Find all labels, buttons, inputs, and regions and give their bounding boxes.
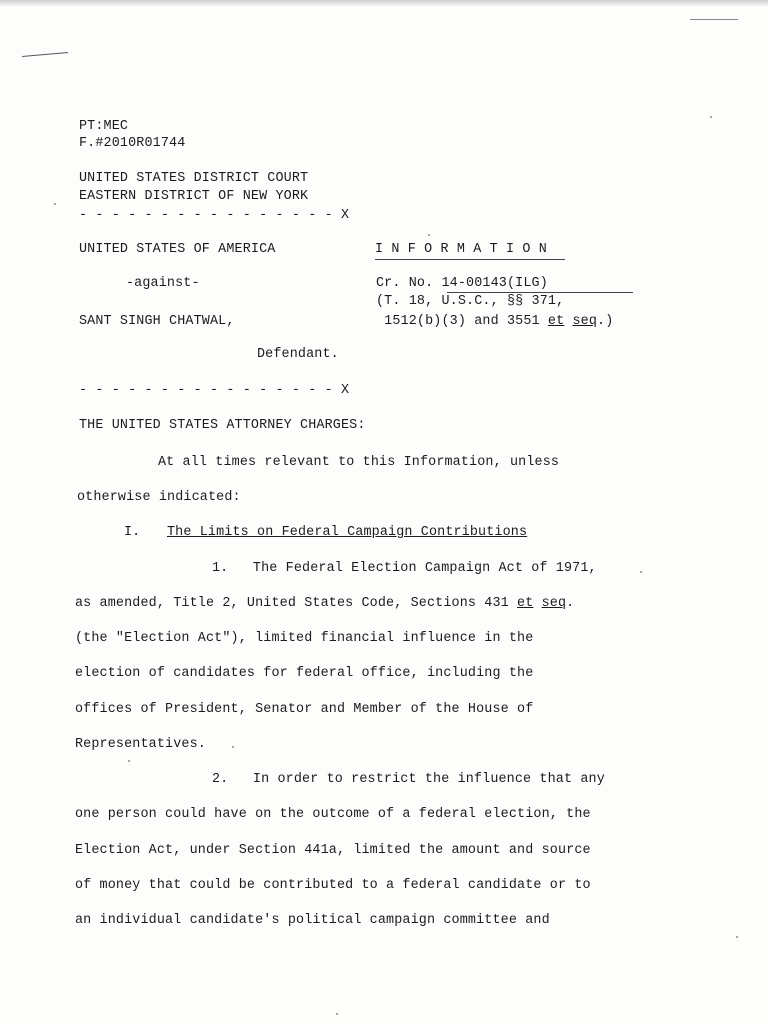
file-number: F.#2010R01744 [79, 136, 186, 151]
paragraph-1-line-2-end: . [566, 596, 575, 611]
statute-citation-line1: (T. 18, U.S.C., §§ 371, [376, 294, 565, 309]
paragraph-1-line-1: 1. The Federal Election Campaign Act of 1971, [212, 561, 597, 576]
scan-speck [128, 760, 130, 762]
defendant-label: Defendant. [257, 347, 339, 362]
statute-close: .) [597, 314, 614, 329]
versus-label: -against- [126, 276, 200, 291]
scan-speck [710, 116, 712, 118]
scan-speck [428, 234, 430, 236]
case-number-underline [447, 292, 633, 293]
plaintiff-name: UNITED STATES OF AMERICA [79, 242, 276, 257]
case-number-prefix: Cr. No. [376, 276, 442, 291]
scan-speck [232, 746, 234, 748]
corner-mark [690, 19, 738, 20]
intro-line-2: otherwise indicated: [77, 490, 241, 505]
section-heading: The Limits on Federal Campaign Contributions [167, 525, 528, 540]
scan-speck [736, 936, 738, 938]
statute-citation-text: 1512(b)(3) and 3551 [376, 314, 548, 329]
paragraph-1-line-5: offices of President, Senator and Member of the House of [75, 702, 534, 717]
statute-et: et [547, 314, 565, 329]
scan-top-edge [0, 0, 768, 6]
attorney-initials: PT:MEC [79, 119, 129, 134]
paragraph-1-line-2-text: as amended, Title 2, United States Code, Sections 431 [75, 596, 518, 611]
paragraph-1-line-6: Representatives. [75, 737, 206, 752]
margin-mark [22, 52, 68, 57]
paragraph-1-et: et [517, 596, 534, 611]
paragraph-1-line-2 [75, 596, 574, 612]
paragraph-2-line-1: 2. In order to restrict the influence that any [212, 772, 605, 787]
statute-seq: seq [572, 314, 598, 329]
scan-speck [54, 203, 56, 205]
scan-speck [336, 1013, 338, 1015]
paragraph-1-line-3: (the "Election Act"), limited financial influence in the [75, 631, 534, 646]
caption-divider-top: - - - - - - - - - - - - - - - - X [79, 208, 350, 223]
document-type: I N F O R M A T I O N [375, 242, 547, 257]
scan-speck [640, 571, 642, 573]
court-district: EASTERN DISTRICT OF NEW YORK [79, 189, 309, 204]
intro-line-1: At all times relevant to this Information, unless [158, 455, 560, 470]
defendant-name: SANT SINGH CHATWAL, [79, 314, 235, 329]
paragraph-1-seq: seq [541, 596, 567, 611]
case-number-line [376, 276, 548, 292]
document-type-underline [375, 259, 565, 260]
court-name: UNITED STATES DISTRICT COURT [79, 171, 309, 186]
paragraph-2-line-3: Election Act, under Section 441a, limited the amount and source [75, 843, 591, 858]
charges-heading: THE UNITED STATES ATTORNEY CHARGES: [79, 418, 366, 433]
paragraph-2-line-4: of money that could be contributed to a federal candidate or to [75, 878, 591, 893]
statute-citation-line2 [376, 314, 613, 330]
caption-divider-bottom: - - - - - - - - - - - - - - - - X [79, 383, 350, 398]
paragraph-2-line-2: one person could have on the outcome of a federal election, the [75, 807, 591, 822]
case-number: 14-00143(ILG) [441, 276, 548, 291]
paragraph-2-line-5: an individual candidate's political campaign committee and [75, 913, 550, 928]
section-number: I. [124, 525, 141, 540]
paragraph-1-line-4: election of candidates for federal office, including the [75, 666, 534, 681]
